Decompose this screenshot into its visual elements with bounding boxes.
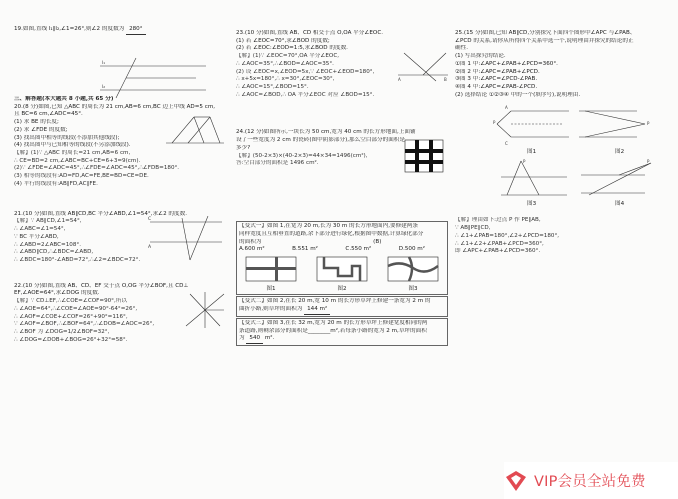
q23-solution: ∴ x+5x=180°,∴ x=30°,∠EOC=30°, <box>236 76 335 83</box>
q23-block <box>236 30 448 99</box>
variant3-line: 为 <box>239 335 245 342</box>
fig-caption: 图2 <box>615 149 625 156</box>
vip-logo-icon <box>504 469 528 493</box>
q25-solution: 【解】理由如下:过点 P 作 PE∥AB, <box>455 217 541 224</box>
q21-line: 21.(10 分)如图,直线 AB∥CD,BC 平分∠ABD,∠1=54°,求∠2 的度数. <box>14 210 187 217</box>
option-a: A.600 m² <box>239 246 265 253</box>
q20-line: (3) 找出图中相等的线段(不添加其他线段); <box>14 134 120 141</box>
q25-line: ④图 4 中:∠APC=∠PAB-∠PCD. <box>455 84 538 91</box>
option-d: D.500 m² <box>398 246 425 253</box>
svg-text:P: P <box>493 120 496 126</box>
q25-line: 确性. <box>455 45 468 52</box>
q25-line: ①图 1 中:∠APC+∠PAB+∠PCD=360°. <box>455 60 558 67</box>
q22-solution: ∴ ∠DOG=∠DOB+∠BOG=26°+32°=58°. <box>14 336 128 343</box>
q23-solution: ∴ ∠AOC=∠BOD,∴ OA 平分∠EOC 对应 ∠BOD=15°. <box>236 91 375 98</box>
svg-text:A: A <box>505 105 508 111</box>
q21-solution: ∴ ∠BDC=180°-∠ABD=72°,∴∠2=∠BDC=72°. <box>14 256 141 263</box>
q22-solution: 【解】∵ CD⊥EF,∴∠COE=∠COF=90°,所以 <box>14 298 127 305</box>
variant2-line: 【变式二】如图 2,在长 20 m,宽 10 m 的长方形草坪上修建一条宽为 2 m 的 <box>239 298 431 305</box>
q23-line: 23.(10 分)如图,直线 AB、CD 相交于点 O,OA 平分∠EOC. <box>236 30 383 36</box>
q19-figure <box>96 56 216 101</box>
variant2-block <box>236 296 448 316</box>
svg-text:B: B <box>444 77 447 83</box>
q23-solution: (2) 设 ∠EOC=x,∠EOD=5x,∵ ∠EOC+∠EOD=180°, <box>236 68 375 75</box>
svg-text:P: P <box>647 159 650 165</box>
q19-answer: 280° <box>126 26 145 35</box>
q20-solution: (2)∵ ∠FDE=∠ADC=45°,∴∠FDE=∠ADC=45°,∴∠FDB=180°. <box>14 165 180 172</box>
q21-figure <box>146 216 226 262</box>
q20-block <box>14 104 226 189</box>
variant-figure-1 <box>245 256 297 282</box>
option-b: B.551 m² <box>292 246 318 253</box>
svg-text:l₂: l₂ <box>102 85 106 90</box>
q22-figure <box>184 290 226 330</box>
q20-solution: ∴ CE=BD=2 cm,∠ABC=BC+CE=6+3=9(cm). <box>14 157 141 164</box>
variant-figure-3 <box>387 256 439 282</box>
svg-text:C: C <box>148 217 152 223</box>
q21-solution: ∴ ∠ABD∥CD,∴∠BDC=∠ABD, <box>14 249 94 256</box>
q22-line: 22.(10 分)如图,直线 AB、CD、EF 交于点 O,OG 平分∠BOF,且 CD⊥ <box>14 282 189 289</box>
q20-solution: (3) 相等的线段有:AD=FD,AC=FE,BE=BD=CE=DE. <box>14 173 149 180</box>
q20-line: (2) 求 ∠FDE 的度数; <box>14 126 68 133</box>
fig-caption: 图3 <box>527 201 537 208</box>
variant1-block <box>236 221 448 295</box>
q24-figure <box>404 139 444 173</box>
variant3-line: 【变式三】如图 3,在长 32 m,宽为 20 m 的长方形草坪上修建宽度相同的两 <box>239 319 428 326</box>
q20-line: 20.(8 分)如图,已知 △ABC 的周长为 21 cm,AB=6 cm,BC 边上中线 AD=5 cm, <box>14 103 216 110</box>
q25-line: (1) 写出探究的结论. <box>455 53 506 60</box>
q20-figure <box>164 113 226 149</box>
q23-solution: ∴ ∠AOC=35°,∴∠BOD=∠AOC=35°. <box>236 60 334 67</box>
q20-line: (4) 找出图中与已知相等的线段(不另添加线段). <box>14 142 131 149</box>
q25-figure-2 <box>577 103 657 149</box>
q22-solution: ∴ ∠BOF 为 ∠DOG=1/2∠BOF=32°, <box>14 328 110 335</box>
variant-figures <box>239 254 445 293</box>
q23-line: (1) 若 ∠EOC=70°,求∠BOD 的度数; <box>236 37 330 44</box>
variant2-line: 曲折小路,则草坪的面积为 <box>239 306 303 313</box>
q22-block <box>14 283 226 345</box>
fig-caption: 图3 <box>408 285 418 292</box>
column-right <box>455 0 670 499</box>
q25-figure-1 <box>493 103 571 149</box>
q20-solution: 【解】(1)∵ △ABC 的周长=21 cm,AB=6 cm, <box>14 150 131 157</box>
q21-solution: 【解】∵ AB∥CD,∠1=54°, <box>14 218 82 225</box>
q20-line: (1) 求 BE 的长度; <box>14 119 59 126</box>
q24-solution: 答:空白部分的面积是 1496 cm². <box>236 160 319 167</box>
q20-line: 且 BC=6 cm,∠ADC=45°. <box>14 111 83 118</box>
fig-caption: 图4 <box>615 201 625 208</box>
svg-text:A: A <box>398 77 401 83</box>
q19-text: 19.如图,直线 l₁∥l₂,∠1=26°,则∠2 的度数为 <box>14 26 125 32</box>
q22-line: EF,∠AOE=64°,求∠DOG 的度数. <box>14 290 100 297</box>
q22-solution: ∵ ∠AOF=∠BOF,∴∠BOF=64°,∴∠DOB=∠AOC=26°, <box>14 321 155 328</box>
q25-line: ②图 2 中:∠APC=∠PAB+∠PCD. <box>455 68 540 75</box>
variant3-block <box>236 318 448 346</box>
q25-line: (2) 选择结论 ①②③④ 中的一个(填序号),说明理由. <box>455 91 581 98</box>
variant3-line: 条道路,则剩余部分的面积是________m²,若每条小路的宽为 2 m,草坪的面积 <box>239 327 427 334</box>
q25-solution: 即 ∠APC+∠PAB+∠PCD=360°. <box>455 248 541 255</box>
q20-solution: (4) 平行的线段有:AB∥FD,AC∥FE. <box>14 180 98 187</box>
q24-solution: 【解】(50-2×3)×(40-2×3)=44×34=1496(cm²), <box>236 152 368 159</box>
q22-solution: ∴ ∠AOF=∠COE+∠COF=26°+90°=116°, <box>14 313 128 320</box>
column-middle <box>236 0 448 499</box>
q22-solution: ∴ ∠AOE=64°,∴∠COE=∠AOE=90°-64°=26°, <box>14 305 138 312</box>
q21-solution: ∴ ∠ABC=∠1=54°, <box>14 226 66 233</box>
variant1-answer: (B) <box>373 238 382 245</box>
fig-caption: 图1 <box>266 285 276 292</box>
variant1-options <box>239 246 445 254</box>
svg-text:P: P <box>647 121 650 127</box>
vip-banner[interactable] <box>504 462 678 499</box>
variant1-line: 同样宽度且互相垂直的道路,余下部分进行绿化,根据图中数据,计算绿化部分 <box>239 230 424 237</box>
vip-banner-text: VIP会员全站免费 <box>534 474 646 490</box>
q25-block <box>455 30 670 256</box>
q24-line: 多少? <box>236 144 251 151</box>
q23-figure <box>396 49 450 83</box>
q25-solution: ∴ ∠1+∠2+∠PAB+∠PCD=360°, <box>455 240 544 247</box>
variant-figure-2 <box>316 256 368 282</box>
column-left <box>14 0 226 499</box>
svg-text:l₁: l₁ <box>102 61 106 66</box>
section-heading: 三、解答题(本大题共 8 小题,共 65 分) <box>14 96 114 102</box>
q25-figures <box>455 103 670 209</box>
q23-solution: 【解】(1)∵ ∠EOC=70°,OA 平分∠EOC, <box>236 53 340 60</box>
svg-text:A: A <box>148 245 152 251</box>
svg-text:P: P <box>523 159 526 165</box>
variant1-line: 【变式一】如图 1,在宽为 20 m,长为 30 m 的长方形地面内,要修建两条 <box>239 223 418 230</box>
q25-solution: ∴ ∠1+∠PAB=180°,∠2+∠PCD=180°, <box>455 232 560 239</box>
q25-figure-4 <box>579 159 655 201</box>
q24-line: 24.(12 分)如图所示,一块长为 50 cm,宽为 40 cm 的长方形地面,上面铺 <box>236 129 416 136</box>
q25-line: ∠PCD 的关系,请你从所得四个关系中选一个,说明理由并探究的结论的正 <box>455 37 634 44</box>
variant3-unit: m². <box>264 335 275 342</box>
fig-caption: 图1 <box>527 149 537 156</box>
variant2-answer: 144 m² <box>304 306 330 315</box>
fig-caption: 图2 <box>337 285 347 292</box>
q25-figure-3 <box>499 159 569 201</box>
q23-solution: ∴ ∠AOC=15°,∠BOD=15°. <box>236 84 309 91</box>
q19-block <box>14 26 226 56</box>
q21-solution: ∵ BC 平分∠ABD, <box>14 233 59 240</box>
q25-line: ③图 3 中:∠APC=∠PCD-∠PAB. <box>455 76 538 83</box>
q24-line: 设了一些宽度为 2 cm 的瓷砖(图中阴影部分),那么空白部分的面积是 <box>236 137 405 144</box>
q21-block <box>14 211 226 265</box>
option-c: C.550 m² <box>345 246 372 253</box>
variant3-answer: 540 <box>246 335 263 344</box>
q24-block <box>236 129 448 168</box>
q25-line: 25.(15 分)如图,已知 AB∥CD,分别探究下面四个图形中∠APC 与∠PAB、 <box>455 30 636 36</box>
q25-solution: ∵ AB∥PE∥CD, <box>455 225 491 232</box>
q21-solution: ∴ ∠ABD=2∠ABC=108°. <box>14 241 81 248</box>
variant1-line: 的面积为 <box>239 238 262 245</box>
svg-text:C: C <box>505 141 508 147</box>
q23-line: (2) 若 ∠EOC:∠EOD=1:5,求∠BOD 的度数. <box>236 45 348 52</box>
